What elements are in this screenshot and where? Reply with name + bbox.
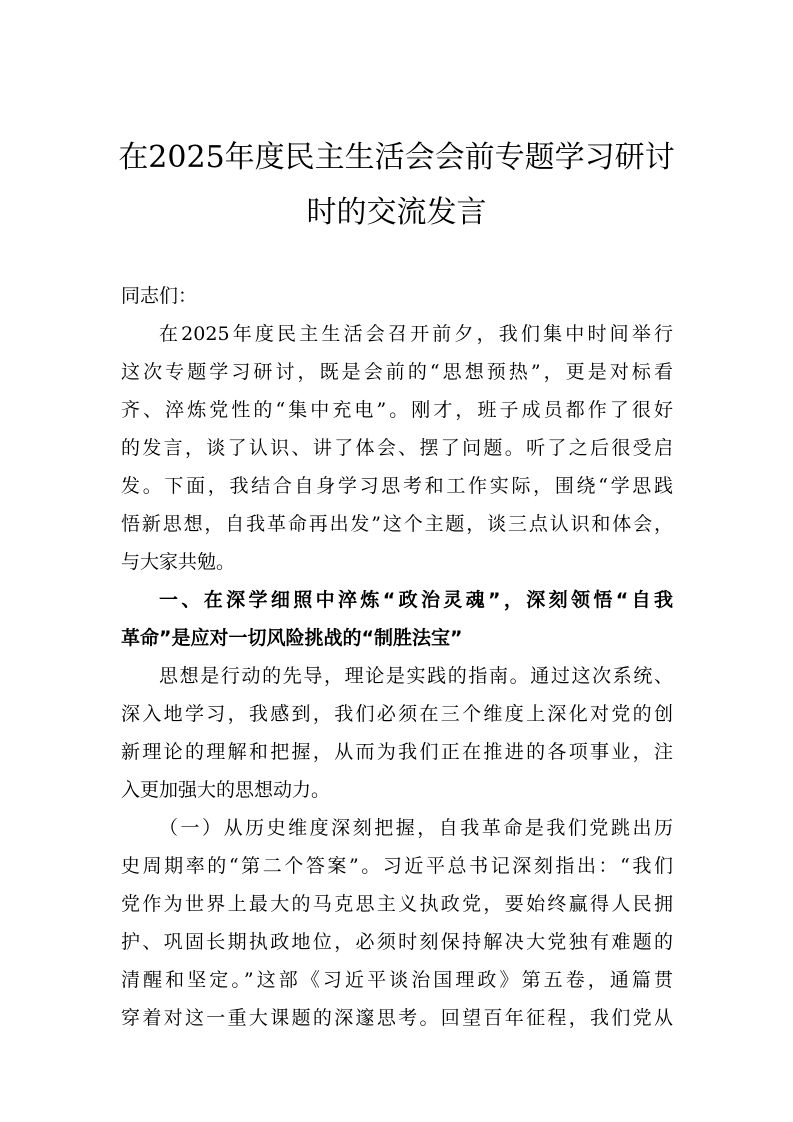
paragraph-line: 党作为世界上最大的马克思主义执政党，要始终赢得人民拥 <box>121 893 673 915</box>
paragraph-line: （一）从历史维度深刻把握，自我革命是我们党跳出历 <box>159 817 673 839</box>
paragraph-line: 与大家共勉。 <box>121 551 236 573</box>
paragraph-line: 护、巩固长期执政地位，必须时刻保持解决大党独有难题的 <box>121 931 673 953</box>
paragraph-line: 史周期率的“第二个答案”。习近平总书记深刻指出：“我们 <box>121 855 673 877</box>
paragraph-line: 在2025年度民主生活会召开前夕，我们集中时间举行 <box>159 323 673 345</box>
paragraph-line: 入更加强大的思想动力。 <box>121 779 331 801</box>
paragraph-line: 悟新思想，自我革命再出发”这个主题，谈三点认识和体会， <box>121 513 673 535</box>
section-heading-line: 一、在深学细照中淬炼“政治灵魂”，深刻领悟“自我 <box>159 589 673 611</box>
section-heading-line: 革命”是应对一切风险挑战的“制胜法宝” <box>121 627 463 649</box>
paragraph-line: 清醒和坚定。”这部《习近平谈治国理政》第五卷，通篇贯 <box>121 969 673 991</box>
paragraph-line: 深入地学习，我感到，我们必须在三个维度上深化对党的创 <box>121 703 673 725</box>
paragraph-line: 新理论的理解和把握，从而为我们正在推进的各项事业，注 <box>121 741 673 763</box>
paragraph-line: 思想是行动的先导，理论是实践的指南。通过这次系统、 <box>159 665 673 687</box>
salutation: 同志们： <box>121 285 198 307</box>
document-title-line-1: 在2025年度民主生活会会前专题学习研讨 <box>118 140 675 175</box>
paragraph-line: 穿着对这一重大课题的深邃思考。回望百年征程，我们党从 <box>121 1007 673 1029</box>
paragraph-line: 的发言，谈了认识、讲了体会、摆了问题。听了之后很受启 <box>121 437 673 459</box>
paragraph-line: 发。下面，我结合自身学习思考和工作实际，围绕“学思践 <box>121 475 673 497</box>
paragraph-line: 齐、淬炼党性的“集中充电”。刚才，班子成员都作了很好 <box>121 399 673 421</box>
document-title-line-2: 时的交流发言 <box>306 195 487 230</box>
paragraph-line: 这次专题学习研讨，既是会前的“思想预热”，更是对标看 <box>121 361 673 383</box>
